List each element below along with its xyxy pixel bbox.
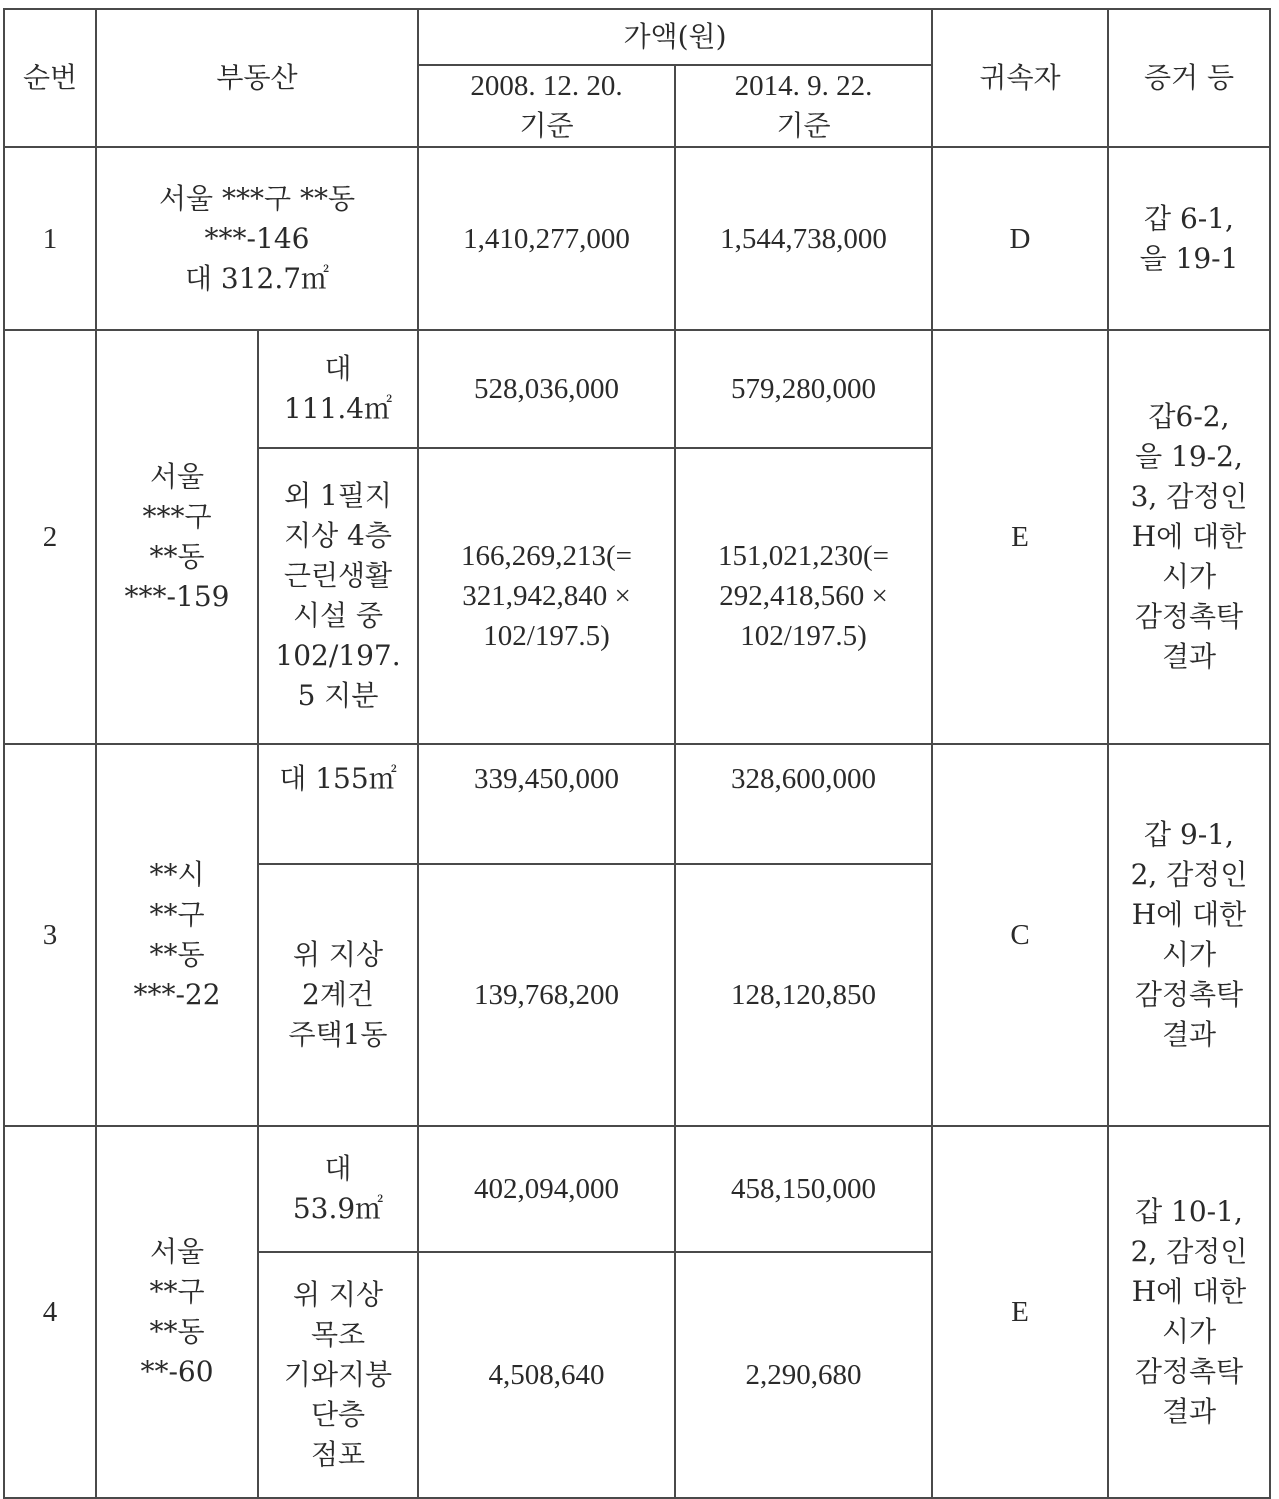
table-row <box>4 330 1270 448</box>
value-2014: 579,280,000 <box>675 330 932 448</box>
value-2008: 4,508,640 <box>418 1252 675 1498</box>
property-location: 서울 ***구 **동 ***-146 대 312.7㎡ <box>96 147 418 330</box>
property-item: 위 지상 목조 기와지붕 단층 점포 <box>258 1252 418 1498</box>
value-2014: 1,544,738,000 <box>675 147 932 330</box>
value-2008: 528,036,000 <box>418 330 675 448</box>
property-item: 위 지상 2계건 주택1동 <box>258 864 418 1126</box>
owner: E <box>932 330 1108 744</box>
evidence: 갑 6-1, 을 19-1 <box>1108 147 1270 330</box>
header-property: 부동산 <box>96 9 418 147</box>
evidence: 갑 10-1, 2, 감정인 H에 대한 시가 감정촉탁 결과 <box>1108 1126 1270 1498</box>
row-number: 3 <box>4 744 96 1126</box>
value-2008: 166,269,213(= 321,942,840 × 102/197.5) <box>418 448 675 744</box>
evidence: 갑6-2, 을 19-2, 3, 감정인 H에 대한 시가 감정촉탁 결과 <box>1108 330 1270 744</box>
property-item: 대 111.4㎡ <box>258 330 418 448</box>
owner: D <box>932 147 1108 330</box>
owner: E <box>932 1126 1108 1498</box>
property-location: 서울 **구 **동 **-60 <box>96 1126 258 1498</box>
value-2014: 151,021,230(= 292,418,560 × 102/197.5) <box>675 448 932 744</box>
row-number: 1 <box>4 147 96 330</box>
table-row <box>4 147 1270 330</box>
value-2008: 402,094,000 <box>418 1126 675 1252</box>
row-number: 4 <box>4 1126 96 1498</box>
property-value-table <box>3 8 1271 1499</box>
value-2008: 339,450,000 <box>418 744 675 864</box>
evidence: 갑 9-1, 2, 감정인 H에 대한 시가 감정촉탁 결과 <box>1108 744 1270 1126</box>
value-2008: 139,768,200 <box>418 864 675 1126</box>
owner: C <box>932 744 1108 1126</box>
value-2014: 458,150,000 <box>675 1126 932 1252</box>
header-owner: 귀속자 <box>932 9 1108 147</box>
value-2008: 1,410,277,000 <box>418 147 675 330</box>
header-date-2014: 2014. 9. 22. 기준 <box>675 65 932 147</box>
property-location: 서울 ***구 **동 ***-159 <box>96 330 258 744</box>
table-row <box>4 1126 1270 1252</box>
header-date-2008: 2008. 12. 20. 기준 <box>418 65 675 147</box>
property-item: 대 53.9㎡ <box>258 1126 418 1252</box>
property-item: 대 155㎡ <box>258 744 418 864</box>
value-2014: 328,600,000 <box>675 744 932 864</box>
header-no: 순번 <box>4 9 96 147</box>
property-item: 외 1필지 지상 4층 근린생활 시설 중 102/197. 5 지분 <box>258 448 418 744</box>
property-location: **시 **구 **동 ***-22 <box>96 744 258 1126</box>
table-row <box>4 744 1270 864</box>
header-evidence: 증거 등 <box>1108 9 1270 147</box>
value-2014: 128,120,850 <box>675 864 932 1126</box>
value-2014: 2,290,680 <box>675 1252 932 1498</box>
header-value-group: 가액(원) <box>418 9 932 65</box>
row-number: 2 <box>4 330 96 744</box>
